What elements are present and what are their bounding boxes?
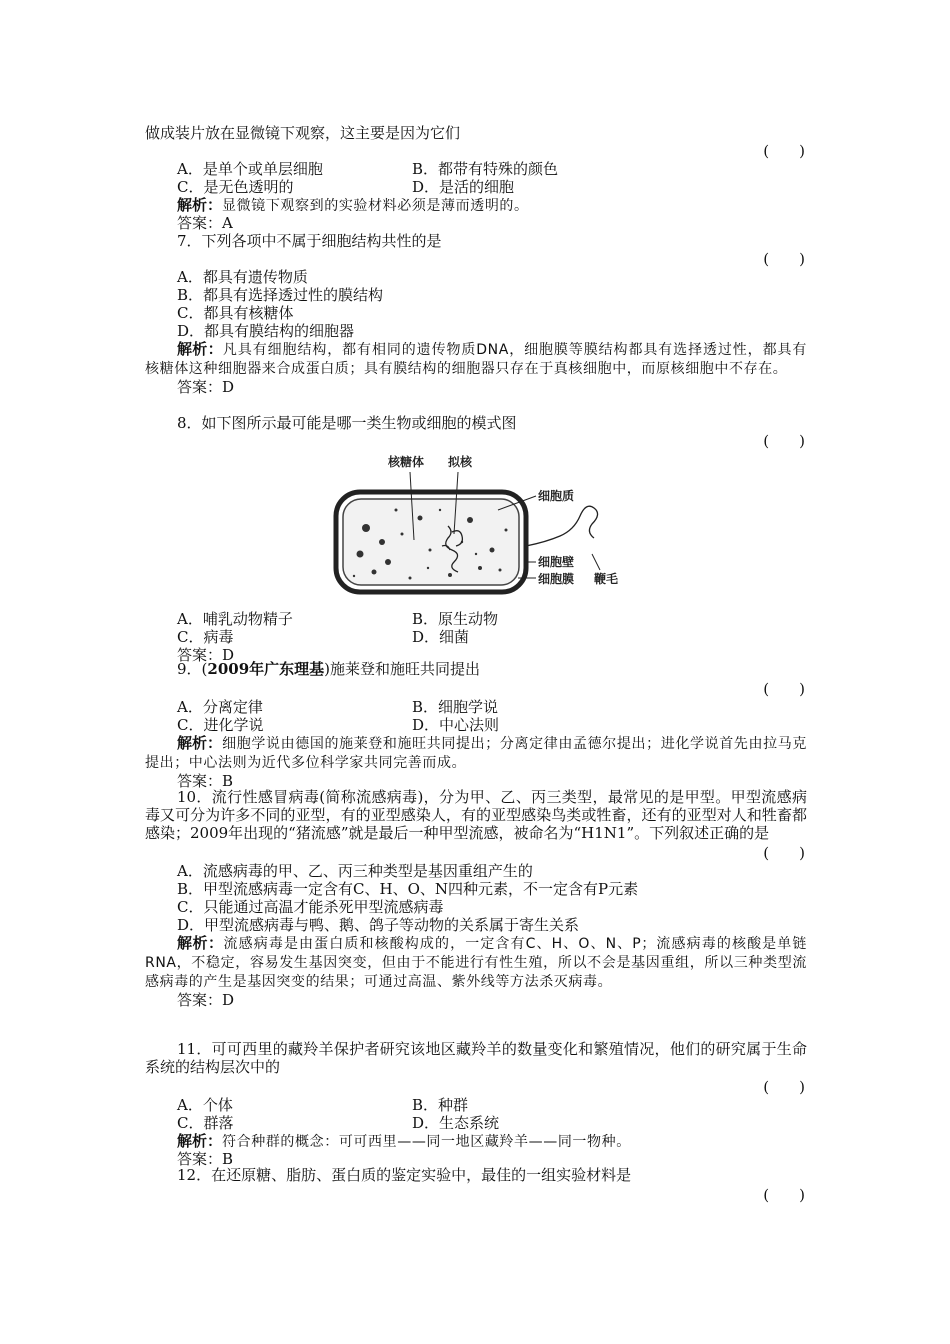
q11-option-b: B．种群 bbox=[412, 1096, 469, 1114]
question-8 bbox=[145, 414, 807, 664]
q11-option-d: D．生态系统 bbox=[412, 1114, 500, 1132]
q6-answer: 答案：A bbox=[177, 214, 233, 232]
q12-stem: 12．在还原糖、脂肪、蛋白质的鉴定实验中，最佳的一组实验材料是 bbox=[177, 1166, 632, 1184]
q6-stem: 做成装片放在显微镜下观察，这主要是因为它们 bbox=[145, 124, 461, 142]
q7-answer: 答案：D bbox=[177, 378, 235, 396]
question-7 bbox=[145, 232, 807, 396]
q8-answer-bracket: ( ) bbox=[763, 432, 805, 450]
q11-analysis: 解析：符合种群的概念：可可西里——同一地区藏羚羊——同一物种。 bbox=[177, 1132, 631, 1150]
q9-option-b: B．细胞学说 bbox=[412, 698, 499, 716]
q9-analysis: 解析：细胞学说由德国的施莱登和施旺共同提出；分离定律由孟德尔提出；进化学说首先由拉马克提出；中心法则为近代多位科学家共同完善而成。 bbox=[145, 734, 807, 771]
q9-answer-bracket: ( ) bbox=[763, 680, 805, 698]
q11-option-c: C．群落 bbox=[177, 1114, 234, 1132]
q9-option-c: C．进化学说 bbox=[177, 716, 264, 734]
q7-option-d: D．都具有膜结构的细胞器 bbox=[177, 322, 355, 340]
q11-option-a: A．个体 bbox=[177, 1096, 233, 1114]
q9-option-a: A．分离定律 bbox=[177, 698, 263, 716]
q12-answer-bracket: ( ) bbox=[763, 1186, 805, 1204]
q6-analysis: 解析：显微镜下观察到的实验材料必须是薄而透明的。 bbox=[177, 196, 529, 214]
q8-answer: 答案：D bbox=[177, 646, 235, 664]
q8-option-a: A．哺乳动物精子 bbox=[177, 610, 293, 628]
q10-option-d: D．甲型流感病毒与鸭、鹅、鸽子等动物的关系属于寄生关系 bbox=[177, 916, 580, 934]
q7-option-c: C．都具有核糖体 bbox=[177, 304, 294, 322]
q11-answer-bracket: ( ) bbox=[763, 1078, 805, 1096]
q8-option-d: D．细菌 bbox=[412, 628, 470, 646]
q10-analysis: 解析：流感病毒是由蛋白质和核酸构成的，一定含有C、H、O、N、P；流感病毒的核酸是单链RNA，不稳定，容易发生基因突变，但由于不能进行有性生殖，所以不会是基因重组，所以三种类型流感病毒的产生是基因突变的结果；可通过高温、紫外线等方法杀灭病毒。 bbox=[145, 934, 807, 990]
q7-analysis: 解析：凡具有细胞结构，都有相同的遗传物质DNA，细胞膜等膜结构都具有选择透过性，都具有核糖体这种细胞器来合成蛋白质；具有膜结构的细胞器只存在于真核细胞中，而原核细胞中不存在。 bbox=[145, 340, 807, 377]
q11-answer: 答案：B bbox=[177, 1150, 234, 1168]
question-12 bbox=[145, 1166, 807, 1204]
bacterium-svg bbox=[330, 450, 650, 602]
question-9 bbox=[145, 660, 807, 790]
question-10 bbox=[145, 788, 807, 1009]
q9-options-row-1 bbox=[145, 698, 807, 716]
question-6 bbox=[145, 124, 807, 232]
q10-answer-bracket: ( ) bbox=[763, 844, 805, 862]
q6-option-c: C．是无色透明的 bbox=[177, 178, 294, 196]
q9-option-d: D．中心法则 bbox=[412, 716, 500, 734]
question-11 bbox=[145, 1040, 807, 1168]
q6-options-row-1 bbox=[145, 160, 807, 178]
label-ribosome: 核糖体 bbox=[388, 455, 425, 469]
q8-option-c: C．病毒 bbox=[177, 628, 234, 646]
q10-option-a: A．流感病毒的甲、乙、丙三种类型是基因重组产生的 bbox=[177, 862, 533, 880]
q8-options-row-1 bbox=[145, 610, 807, 628]
q6-options-row-2 bbox=[145, 178, 807, 196]
bacterium-diagram bbox=[145, 450, 807, 610]
q11-stem: 11．可可西里的藏羚羊保护者研究该地区藏羚羊的数量变化和繁殖情况，他们的研究属于生命系统的结构层次中的 bbox=[145, 1040, 807, 1076]
q8-options-row-2 bbox=[145, 628, 807, 646]
q6-option-a: A．是单个或单层细胞 bbox=[177, 160, 323, 178]
q8-option-b: B．原生动物 bbox=[412, 610, 499, 628]
q10-option-c: C．只能通过高温才能杀死甲型流感病毒 bbox=[177, 898, 444, 916]
q9-options-row-2 bbox=[145, 716, 807, 734]
q7-option-a: A．都具有遗传物质 bbox=[177, 268, 308, 286]
q9-answer: 答案：B bbox=[177, 772, 234, 790]
q11-options-row-2 bbox=[145, 1114, 807, 1132]
q7-option-b: B．都具有选择透过性的膜结构 bbox=[177, 286, 384, 304]
q6-option-d: D．是活的细胞 bbox=[412, 178, 515, 196]
label-cell-membrane: 细胞膜 bbox=[538, 572, 575, 586]
q6-answer-bracket: ( ) bbox=[763, 142, 805, 160]
q6-option-b: B．都带有特殊的颜色 bbox=[412, 160, 559, 178]
label-flagellum: 鞭毛 bbox=[594, 572, 619, 586]
label-cell-wall: 细胞壁 bbox=[538, 555, 575, 569]
label-cytoplasm: 细胞质 bbox=[538, 489, 575, 503]
q10-answer: 答案：D bbox=[177, 991, 235, 1009]
q10-option-b: B．甲型流感病毒一定含有C、H、O、N四种元素，不一定含有P元素 bbox=[177, 880, 639, 898]
q11-options-row-1 bbox=[145, 1096, 807, 1114]
q7-answer-bracket: ( ) bbox=[763, 250, 805, 268]
q7-stem: 7．下列各项中不属于细胞结构共性的是 bbox=[177, 232, 442, 250]
q10-stem: 10．流行性感冒病毒(简称流感病毒)，分为甲、乙、丙三类型，最常见的是甲型。甲型流感病毒又可分为许多不同的亚型，有的亚型感染人，有的亚型感染鸟类或牲畜，还有的亚型对人和牲畜都感染；2009年出现的“猪流感”就是最后一种甲型流感，被命名为“H1N1”。下列叙述正确的是 bbox=[145, 788, 807, 842]
q9-stem: 9．(2009年广东理基)施莱登和施旺共同提出 bbox=[177, 660, 481, 678]
label-nucleoid: 拟核 bbox=[448, 455, 473, 469]
q8-stem: 8．如下图所示最可能是哪一类生物或细胞的模式图 bbox=[177, 414, 517, 432]
